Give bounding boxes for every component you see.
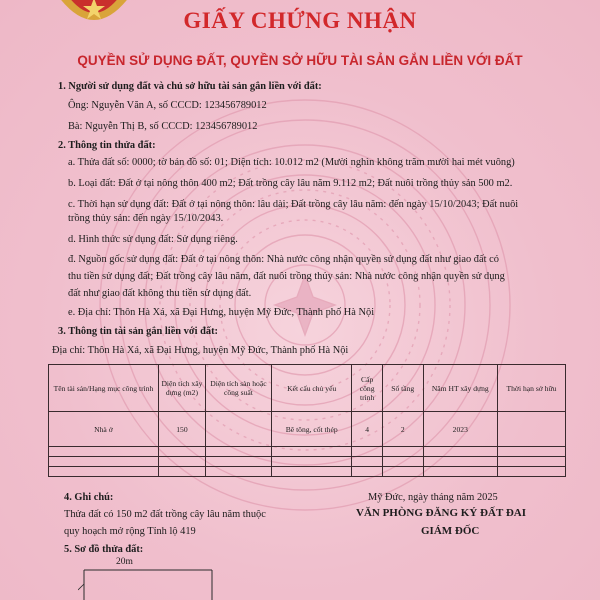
- parcel-address: e. Địa chỉ: Thôn Hà Xá, xã Đại Hưng, huyện Mỹ Đức, Thành phố Hà Nội: [68, 307, 375, 318]
- table-cell: [205, 412, 271, 447]
- table-row-empty: [49, 447, 566, 457]
- parcel-sketch: [78, 560, 218, 600]
- parcel-info-a: a. Thửa đất số: 0000; tờ bản đồ số: 01; Diện tích: 10.012 m2 (Mười nghìn không trăm mười hai mét vuông): [68, 157, 515, 168]
- table-cell: 4: [352, 412, 382, 447]
- column-header: Diện tích sàn hoặc công suất: [205, 365, 271, 412]
- owner-1: Ông: Nguyễn Văn A, số CCCD: 123456789012: [68, 100, 267, 111]
- table-cell: [497, 412, 565, 447]
- assets-table: [48, 364, 566, 477]
- column-header: Diện tích xây dựng (m2): [158, 365, 205, 412]
- parcel-info-c-line1: c. Thời hạn sử dụng đất: Đất ở tại nông thôn: lâu dài; Đất trồng cây lâu năm: đến ngày 15/10/2043; Đất nuôi: [68, 199, 519, 210]
- section1-heading: 1. Người sử dụng đất và chủ sở hữu tài sản gắn liền với đất:: [58, 81, 322, 92]
- table-cell: 150: [158, 412, 205, 447]
- section2-heading: 2. Thông tin thửa đất:: [58, 140, 156, 151]
- certificate-title: GIẤY CHỨNG NHẬN: [183, 8, 417, 33]
- table-row-empty: [49, 467, 566, 477]
- table-cell: Bê tông, cốt thép: [271, 412, 352, 447]
- column-header: Cấp công trình: [352, 365, 382, 412]
- table-cell: Nhà ở: [49, 412, 159, 447]
- parcel-info-dd-line1: đ. Nguồn gốc sử dụng đất: Đất ở tại nông thôn: Nhà nước công nhận quyền sử dụng đất như giao đất có: [68, 254, 499, 265]
- parcel-info-dd-line2: thu tiền sử dụng đất; Đất trồng cây lâu năm, đất nuôi trồng thủy sản: Nhà nước công nhận quyền sử dụng: [68, 271, 505, 282]
- owner-2: Bà: Nguyễn Thị B, số CCCD: 123456789012: [68, 121, 258, 132]
- parcel-info-dd-line3: đất như giao đất không thu tiền sử dụng đất.: [68, 288, 252, 299]
- issuing-office: VĂN PHÒNG ĐĂNG KÝ ĐẤT ĐAI: [356, 507, 526, 519]
- section4-heading: 4. Ghi chú:: [64, 492, 114, 503]
- table-row: [49, 412, 566, 447]
- parcel-info-b: b. Loại đất: Đất ở tại nông thôn 400 m2; Đất trồng cây lâu năm 9.112 m2; Đất nuôi trồng thủy sản 500 m2.: [68, 178, 513, 189]
- signing-place-date: Mỹ Đức, ngày tháng năm 2025: [368, 492, 498, 503]
- column-header: Kết cấu chủ yếu: [271, 365, 352, 412]
- asset-address: Địa chỉ: Thôn Hà Xá, xã Đại Hưng, huyện Mỹ Đức, Thành phố Hà Nội: [52, 345, 349, 356]
- note-line-2: quy hoạch mở rộng Tỉnh lộ 419: [64, 526, 196, 537]
- table-cell: 2023: [423, 412, 497, 447]
- assets-table-header: [49, 365, 566, 412]
- signer-role: GIÁM ĐỐC: [421, 525, 480, 537]
- parcel-info-d: d. Hình thức sử dụng đất: Sử dụng riêng.: [68, 234, 238, 245]
- column-header: Số tầng: [382, 365, 423, 412]
- table-row-empty: [49, 457, 566, 467]
- section3-heading: 3. Thông tin tài sản gắn liền với đất:: [58, 326, 219, 337]
- column-header: Thời hạn sở hữu: [497, 365, 565, 412]
- section5-heading: 5. Sơ đồ thửa đất:: [64, 544, 144, 555]
- parcel-info-c-line2: trồng thủy sản: đến ngày 15/10/2043.: [68, 213, 224, 224]
- column-header: Năm HT xây dựng: [423, 365, 497, 412]
- table-cell: 2: [382, 412, 423, 447]
- column-header: Tên tài sản/Hạng mục công trình: [49, 365, 159, 412]
- note-line-1: Thửa đất có 150 m2 đất trồng cây lâu năm thuộc: [64, 509, 266, 520]
- certificate-subtitle: QUYỀN SỬ DỤNG ĐẤT, QUYỀN SỞ HỮU TÀI SẢN GẮN LIỀN VỚI ĐẤT: [77, 53, 523, 68]
- sketch-dimension-label: 20m: [116, 557, 133, 567]
